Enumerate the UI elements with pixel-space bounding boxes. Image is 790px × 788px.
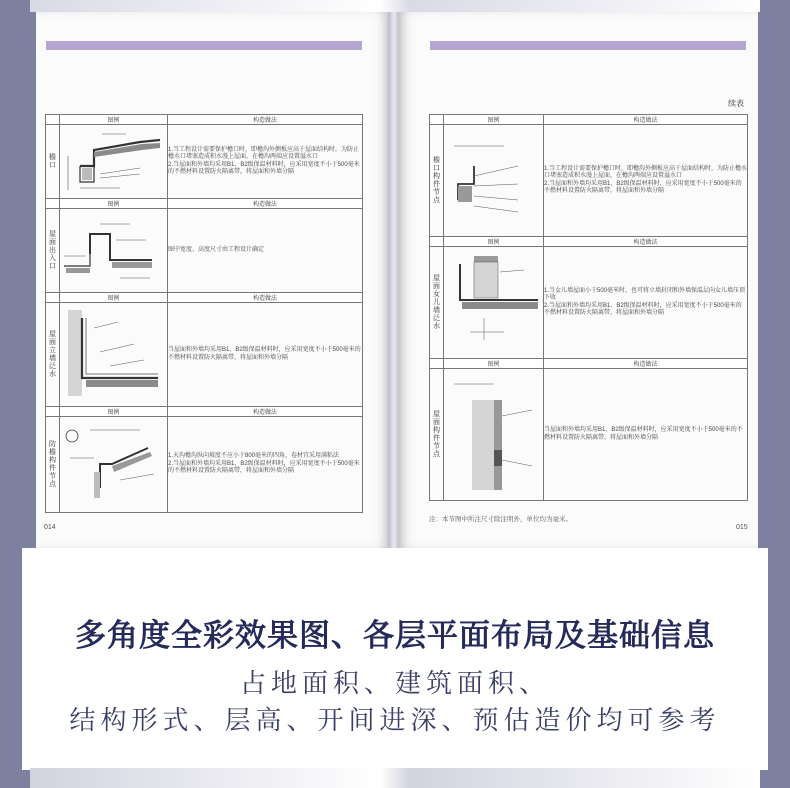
header-figure: 图例 — [60, 115, 168, 125]
construction-method: 1.当工程设计需要保护檐口时，即檐沟外侧板应高于屋面结构时，为防止檐水口堵塞造成积水漫上屋面，在檐沟两端应设置溢水口 2.当屋面和外墙均采用B1、B2级保温材料时，应采用宽度不小于500毫米的不燃材料设置防火隔离带，将屋面和外墙分隔 — [168, 125, 363, 199]
subline-structure: 结构形式、层高、开间进深、预估造价均可参考 — [69, 706, 721, 736]
header-figure: 图例 — [444, 359, 544, 369]
header-figure: 图例 — [444, 237, 544, 247]
table-row — [430, 247, 748, 359]
header-blank — [46, 199, 60, 209]
header-figure: 图例 — [444, 115, 544, 125]
row-label: 檐口 — [46, 125, 60, 199]
table-header-row — [46, 115, 363, 125]
page-number: 015 — [736, 524, 748, 531]
header-method: 构造做法 — [544, 115, 748, 125]
construction-method: 当屋面和外墙均采用B1、B2级保温材料时，应采用宽度不小于500毫米的不燃材料设置防火隔离带，将屋面和外墙分隔 — [544, 369, 748, 501]
table-row — [46, 125, 363, 199]
left-page — [36, 12, 390, 548]
construction-method: 1.当工程设计需要保护檐口时，即檐沟外侧板应高于屋面结构时，为防止檐水口堵塞造成积水漫上屋面，在檐沟两端应设置溢水口 2.当屋面和外墙均采用B1、B2级保温材料时，应采用宽度不小于500毫米的不燃材料设置防火隔离带，将屋面和外墙分隔 — [544, 125, 748, 237]
construction-method: 图中宽度、高度尺寸由工程设计确定 — [168, 209, 363, 293]
construction-method: 1.天沟檐沟纵向坡度不应小于800毫米的四角，卷材宜采用满粘法 2.当屋面和外墙均采用B1、B2级保温材料时，应采用宽度不小于500毫米的不燃材料设置防火隔离带，将屋面和外墙分隔 — [168, 417, 363, 513]
footnote: 注：本节图中所注尺寸除注明外，单位均为毫米。 — [429, 516, 572, 523]
detail-drawing — [444, 125, 544, 237]
header-method: 构造做法 — [168, 407, 363, 417]
row-label: 防檐构件节点 — [46, 417, 60, 513]
table-header-row — [430, 359, 748, 369]
header-method: 构造做法 — [168, 199, 363, 209]
previous-spread-edge — [30, 0, 760, 12]
detail-drawing — [60, 417, 168, 513]
page-number: 014 — [44, 524, 56, 531]
right-page — [398, 12, 758, 548]
header-figure: 图例 — [60, 199, 168, 209]
continued-label: 续表 — [728, 99, 744, 108]
header-method: 构造做法 — [168, 115, 363, 125]
detail-drawing — [60, 125, 168, 199]
row-label: 屋面出入口 — [46, 209, 60, 293]
header-method: 构造做法 — [544, 359, 748, 369]
detail-drawing — [444, 247, 544, 359]
row-label: 檐口构件节点 — [430, 125, 444, 237]
table-row — [46, 303, 363, 407]
table-row — [430, 369, 748, 501]
header-blank — [46, 407, 60, 417]
detail-drawing — [60, 209, 168, 293]
header-method: 构造做法 — [168, 293, 363, 303]
header-band — [46, 41, 362, 50]
table-row — [430, 125, 748, 237]
header-figure: 图例 — [60, 293, 168, 303]
header-figure: 图例 — [60, 407, 168, 417]
promo-panel — [22, 548, 768, 770]
table-row — [46, 209, 363, 293]
table-header-row — [46, 293, 363, 303]
header-blank — [46, 115, 60, 125]
construction-method: 1.当女儿墙屋面小于500毫米时，也可将立墙封闭和外墙保温层向女儿墙压顶下收 2.当屋面和外墙均采用B1、B2级保温材料时，应采用宽度不小于500毫米的不燃材料设置防火隔离带，将屋面和外墙分隔 — [544, 247, 748, 359]
detail-table-right — [429, 114, 748, 501]
row-label: 屋面女儿墙泛水 — [430, 247, 444, 359]
header-band — [430, 41, 746, 50]
header-blank — [46, 293, 60, 303]
table-header-row — [46, 199, 363, 209]
header-blank — [430, 359, 444, 369]
detail-table-left — [45, 114, 363, 513]
construction-method: 当屋面和外墙均采用B1、B2级保温材料时，应采用宽度不小于500毫米的不燃材料设置防火隔离带，将屋面和外墙分隔 — [168, 303, 363, 407]
table-row — [46, 417, 363, 513]
subline-area: 占地面积、建筑面积、 — [239, 669, 550, 699]
row-label: 屋面构件节点 — [430, 369, 444, 501]
next-spread-edge — [30, 768, 760, 788]
header-blank — [430, 115, 444, 125]
table-header-row — [430, 115, 748, 125]
header-blank — [430, 237, 444, 247]
headline: 多角度全彩效果图、各层平面布局及基础信息 — [75, 618, 715, 654]
table-header-row — [430, 237, 748, 247]
table-header-row — [46, 407, 363, 417]
detail-drawing — [60, 303, 168, 407]
detail-drawing — [444, 369, 544, 501]
header-method: 构造做法 — [544, 237, 748, 247]
row-label: 屋面立墙泛水 — [46, 303, 60, 407]
